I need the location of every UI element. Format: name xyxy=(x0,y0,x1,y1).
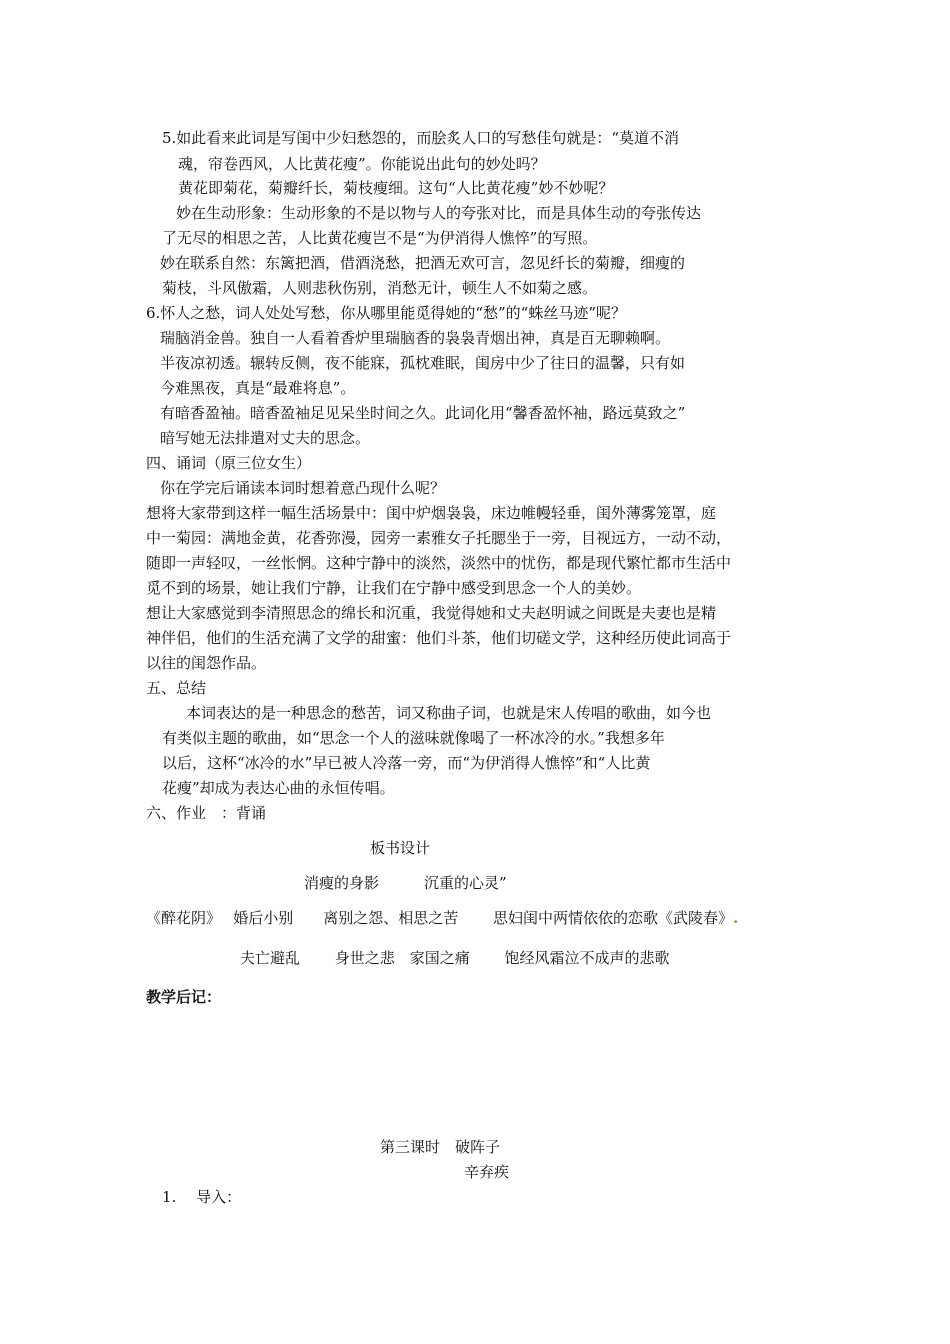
text-line: 有类似主题的歌曲，如“思念一个人的滋味就像喝了一杯冰冷的水。”我想多年 xyxy=(162,729,665,747)
text-line: 妙在联系自然：东篱把酒，借酒浇愁，把酒无欢可言，忽见纤长的菊瓣，细瘦的 xyxy=(160,254,686,272)
board-row xyxy=(146,908,738,928)
text-line: 了无尽的相思之苦，人比黄花瘦岂不是“为伊消得人憔悴”的写照。 xyxy=(162,229,598,247)
text-line: 菊枝，斗风傲霜，人则悲秋伤别，消愁无计，顿生人不如菊之感。 xyxy=(162,279,598,297)
text-line: 觅不到的场景，她让我们宁静，让我们在宁静中感受到思念一个人的美妙。 xyxy=(146,579,642,597)
text-line: 想将大家带到这样一幅生活场景中：闺中炉烟袅袅，床边帷幔轻垂，闺外薄雾笼罩，庭 xyxy=(146,504,717,522)
board-row: 消瘦的身影 沉重的心灵” xyxy=(304,874,507,892)
text-line: 5.如此看来此词是写闺中少妇愁怨的，而脍炙人口的写愁佳句就是：“莫道不消 xyxy=(162,129,679,147)
text-line: 魂，帘卷西风，人比黄花瘦”。你能说出此句的妙处吗？ xyxy=(178,155,546,173)
lesson-item: 1. 导入： xyxy=(162,1188,242,1206)
text-line: 你在学完后诵读本词时想着意凸现什么呢？ xyxy=(160,479,446,497)
text-line: 随即一声轻叹，一丝怅惘。这种宁静中的淡然，淡然中的忧伤，都是现代繁忙都市生活中 xyxy=(146,554,732,572)
text-line: 今难黑夜，真是“最难将息”。 xyxy=(160,379,356,397)
text-line: 中一菊园：满地金黄，花香弥漫，园旁一素雅女子托腮坐于一旁，目视远方，一动不动， xyxy=(146,529,732,547)
text-line: 瑞脑消金兽。独自一人看着香炉里瑞脑香的袅袅青烟出神，真是百无聊赖啊。 xyxy=(160,329,671,347)
lesson-heading: 第三课时 破阵子 xyxy=(380,1138,501,1156)
text-line: 想让大家感觉到李清照思念的绵长和沉重，我觉得她和丈夫赵明诚之间既是夫妻也是精 xyxy=(146,604,717,622)
text-line: 6.怀人之愁，词人处处写愁，你从哪里能觅得她的“愁”的“蛛丝马迹”呢？ xyxy=(146,304,626,322)
board-row-dot: . xyxy=(733,909,739,927)
postscript-label: 教学后记： xyxy=(146,988,222,1006)
text-line: 黄花即菊花，菊瓣纤长，菊枝瘦细。这句“人比黄花瘦”妙不妙呢？ xyxy=(178,179,614,197)
text-line: 本词表达的是一种思念的愁苦，词又称曲子词，也就是宋人传唱的歌曲，如今也 xyxy=(186,704,712,722)
board-row: 夫亡避乱 身世之悲 家国之痛 饱经风霜泣不成声的悲歌 xyxy=(240,949,670,967)
text-line: 神伴侣，他们的生活充满了文学的甜蜜：他们斗茶，他们切磋文学，这种经历使此词高于 xyxy=(146,629,732,647)
text-line: 妙在生动形象：生动形象的不是以物与人的夸张对比，而是具体生动的夸张传达 xyxy=(176,204,702,222)
board-title: 板书设计 xyxy=(370,839,431,857)
section-heading: 五、总结 xyxy=(146,679,207,697)
text-line: 半夜凉初透。辗转反侧，夜不能寐，孤枕难眠，闺房中少了往日的温馨，只有如 xyxy=(160,354,686,372)
board-row-text: 《醉花阴》 婚后小别 离别之怨、相思之苦 思妇闺中两情依依的恋歌《武陵春》 xyxy=(146,909,734,927)
text-line: 以往的闺怨作品。 xyxy=(146,654,267,672)
text-line: 有暗香盈袖。暗香盈袖足见呆坐时间之久。此词化用“馨香盈怀袖，路远莫致之” xyxy=(160,404,686,422)
text-line: 花瘦”却成为表达心曲的永恒传唱。 xyxy=(162,779,395,797)
text-line: 以后，这杯“冰冷的水”早已被人冷落一旁，而“为伊消得人憔悴”和“人比黄 xyxy=(162,754,651,772)
text-line: 暗写她无法排遣对丈夫的思念。 xyxy=(160,429,371,447)
section-heading: 四、诵词（原三位女生） xyxy=(146,454,312,472)
section-heading: 六、作业 ：背诵 xyxy=(146,804,267,822)
lesson-author: 辛弃疾 xyxy=(464,1163,510,1181)
